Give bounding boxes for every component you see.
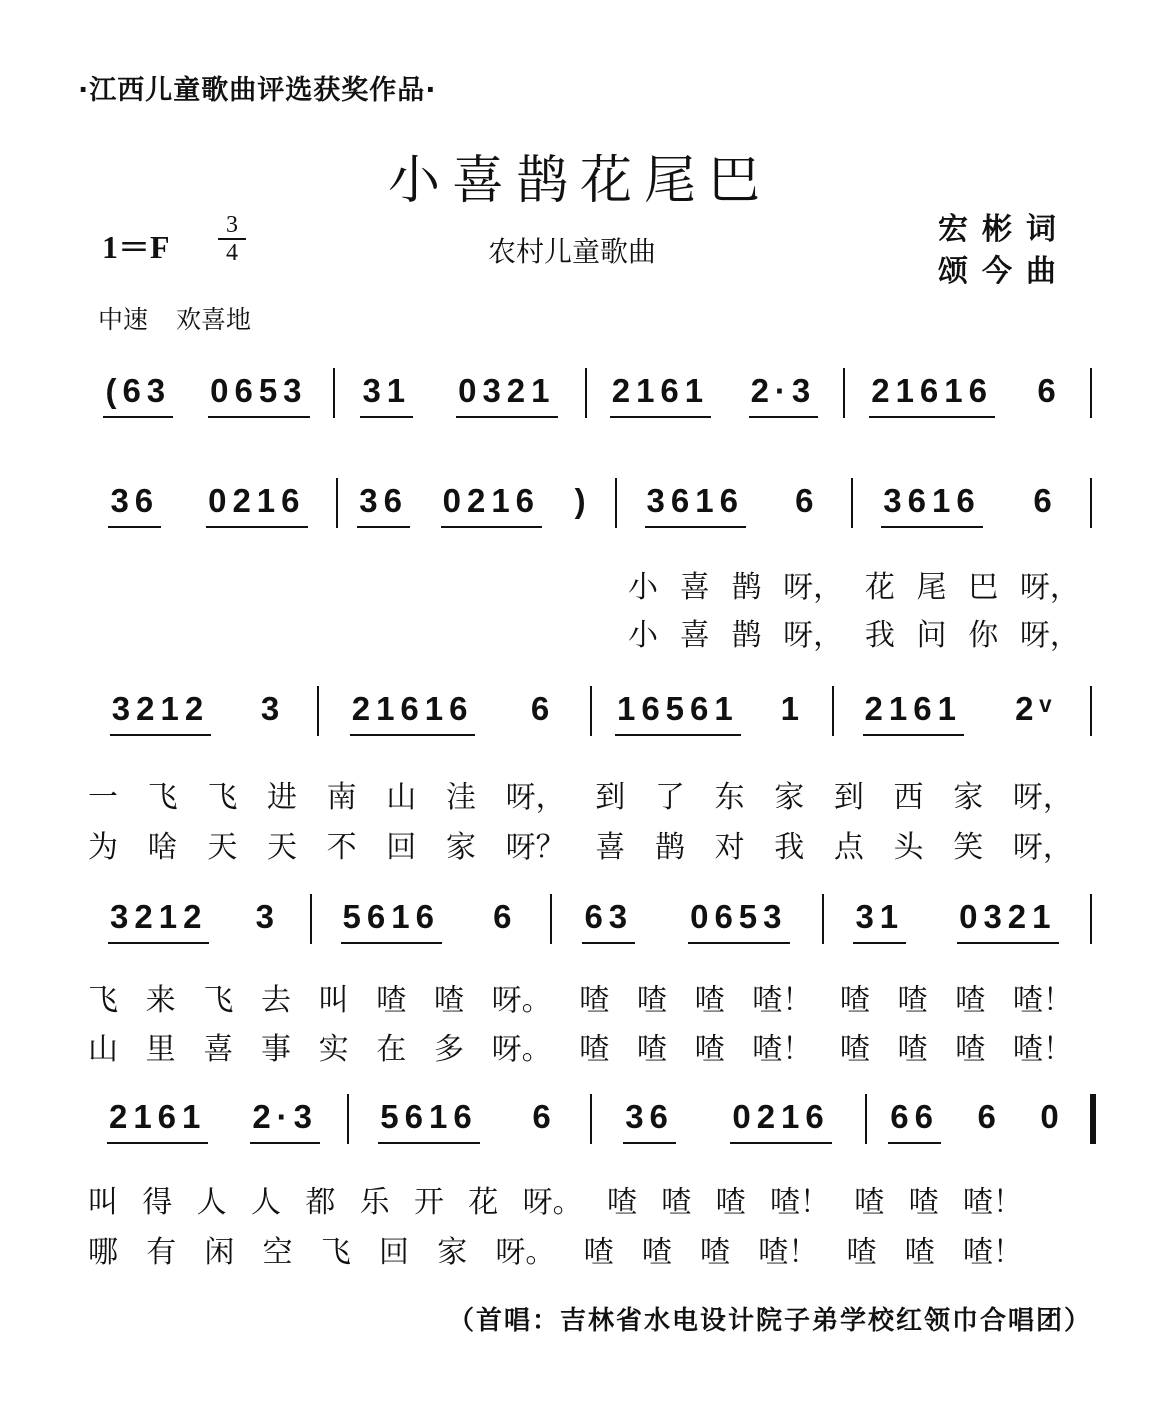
lyric-syllable: 喳: [433, 983, 464, 1018]
lyric-syllable: 多: [433, 1032, 464, 1067]
lyric-syllable: 飞: [203, 983, 234, 1018]
lyric-line: [88, 822, 1073, 865]
lyric-syllable: 里: [145, 1032, 176, 1067]
composer: 颂今曲: [938, 254, 1070, 289]
lyric-syllable: 啥: [147, 830, 178, 865]
lyric-syllable: 喳: [579, 983, 610, 1018]
lyric-syllable: 我: [774, 830, 805, 865]
lyric-syllable: 喳！: [1012, 1032, 1073, 1067]
lyric-syllable: 喳！: [769, 1185, 830, 1220]
lyric-syllable: 呀。: [491, 983, 552, 1018]
measure: [342, 482, 609, 538]
lyric-syllable: 呀，: [1019, 570, 1080, 605]
lyric-syllable: 回: [386, 830, 417, 865]
measure: [596, 1098, 859, 1154]
lyric-syllable: 山: [88, 1032, 118, 1067]
tempo-marking: 中速 欢喜地: [98, 305, 251, 334]
lyric-syllable: 喳: [641, 1235, 672, 1270]
lyric-syllable: 喜: [203, 1032, 234, 1067]
lyric-syllable: 喳！: [752, 1032, 813, 1067]
lyric-syllable: 洼: [445, 780, 476, 815]
barline: [832, 686, 834, 736]
barline: [590, 1094, 592, 1144]
lyric-syllable: 喳: [376, 983, 407, 1018]
measure: [849, 372, 1084, 428]
lyric-syllable: 喜: [679, 570, 710, 605]
lyric-syllable: 喳！: [758, 1235, 819, 1270]
note-group: 6: [795, 482, 820, 519]
note-group: 2·3: [749, 372, 819, 418]
note-group: 3: [260, 690, 286, 727]
lyric-syllable: 喳: [955, 1032, 986, 1067]
note-group: 0321: [957, 898, 1058, 944]
lyric-syllable: 叫: [88, 1185, 118, 1220]
note-group: 6: [977, 1098, 1002, 1135]
note-group: 0: [1040, 1098, 1065, 1135]
measure: [596, 690, 826, 746]
barline: [851, 478, 853, 528]
note-group: 2161: [107, 1098, 208, 1144]
note-group: 0653: [688, 898, 789, 944]
lyric-line: [88, 975, 1073, 1018]
lyric-syllable: 巴: [968, 570, 999, 605]
song-title: 小喜鹊花尾巴: [387, 151, 772, 211]
note-group: 0216: [730, 1098, 831, 1144]
note-group: 63: [582, 898, 635, 944]
measure: [353, 1098, 584, 1154]
barline: [347, 1094, 349, 1144]
lyric-syllable: 哪: [88, 1235, 118, 1270]
lyric-syllable: 飞: [207, 780, 238, 815]
lyric-line: [88, 1227, 1023, 1270]
lyric-syllable: 家: [774, 780, 805, 815]
barline: [1090, 368, 1092, 418]
note-group: 6: [530, 690, 556, 727]
note-group: 31: [360, 372, 413, 418]
note-group: 2·3: [250, 1098, 320, 1144]
note-group: 36: [623, 1098, 676, 1144]
lyric-syllable: 尾: [916, 570, 947, 605]
lyric-syllable: 喳！: [752, 983, 813, 1018]
lyric-syllable: 呀。: [495, 1235, 556, 1270]
lyric-syllable: 南: [326, 780, 357, 815]
lyric-syllable: 回: [379, 1235, 410, 1270]
lyric-syllable: 喳: [904, 1235, 935, 1270]
note-group: 6: [532, 1098, 557, 1135]
note-group: 36: [357, 482, 410, 528]
note-group: 0321: [456, 372, 557, 418]
lyric-syllable: 人: [250, 1185, 281, 1220]
lyric-syllable: 喳: [715, 1185, 746, 1220]
measure: [857, 482, 1084, 538]
lyric-syllable: 喳: [908, 1185, 939, 1220]
lyric-syllable: 不: [326, 830, 357, 865]
measure: [556, 898, 816, 954]
measure: [339, 372, 579, 428]
note-group: 6: [1037, 372, 1062, 409]
series-label: ·江西儿童歌曲评选获奖作品·: [78, 75, 437, 106]
lyric-syllable: 喳: [897, 1032, 928, 1067]
lyric-syllable: 喜: [679, 618, 710, 653]
barline: [865, 1094, 867, 1144]
lyric-syllable: 对: [714, 830, 745, 865]
lyric-syllable: 去: [260, 983, 291, 1018]
measure: [838, 690, 1084, 746]
lyric-syllable: 了: [654, 780, 685, 815]
lyric-syllable: 喳！: [962, 1235, 1023, 1270]
lyric-syllable: 花: [468, 1185, 499, 1220]
lyric-line: [88, 772, 1073, 815]
lyric-syllable: 呀，: [783, 570, 844, 605]
lyric-syllable: 叫: [318, 983, 349, 1018]
measure: [86, 1098, 341, 1154]
note-group: 2161: [863, 690, 964, 736]
lyric-syllable: 家: [437, 1235, 468, 1270]
measure: [86, 898, 304, 954]
note-group: 5616: [341, 898, 442, 944]
barline: [1090, 478, 1092, 528]
lyric-syllable: 喳: [694, 983, 725, 1018]
system-1: [80, 372, 1095, 428]
barline: [1090, 1094, 1096, 1144]
lyric-syllable: 来: [145, 983, 176, 1018]
lyric-syllable: 喳！: [1012, 983, 1073, 1018]
barline: [1090, 894, 1092, 944]
lyric-syllable: 喜: [595, 830, 626, 865]
measure: [621, 482, 845, 538]
lyric-syllable: 点: [833, 830, 864, 865]
lyric-syllable: 喳: [583, 1235, 614, 1270]
barline: [333, 368, 335, 418]
measure: [591, 372, 837, 428]
lyric-syllable: 天: [266, 830, 297, 865]
note-group: 6: [493, 898, 518, 935]
barline: [615, 478, 617, 528]
measure: [316, 898, 544, 954]
lyric-syllable: 飞: [320, 1235, 351, 1270]
lyric-syllable: 家: [953, 780, 984, 815]
measure: [86, 482, 330, 538]
measure: [323, 690, 584, 746]
note-group: 2ᵛ: [1015, 690, 1058, 727]
lyric-syllable: 鹊: [731, 618, 762, 653]
note-group: 1: [780, 690, 806, 727]
time-top: 3: [226, 212, 238, 238]
lyric-syllable: 我: [864, 618, 895, 653]
lyric-syllable: 飞: [88, 983, 118, 1018]
lyric-syllable: 喳: [579, 1032, 610, 1067]
lyric-syllable: 呀，: [1012, 780, 1073, 815]
note-group: 0216: [206, 482, 307, 528]
system-5: [80, 1098, 1095, 1154]
lyric-syllable: 得: [142, 1185, 173, 1220]
note-group: 66: [888, 1098, 941, 1144]
genre: 农村儿童歌曲: [488, 235, 657, 268]
barline: [822, 894, 824, 944]
lyric-syllable: 西: [893, 780, 924, 815]
lyric-syllable: 喳: [897, 983, 928, 1018]
note-group: 6: [1033, 482, 1058, 519]
barline: [843, 368, 845, 418]
note-group: 3212: [110, 690, 211, 736]
lyric-syllable: 一: [88, 780, 118, 815]
lyric-syllable: 闲: [204, 1235, 235, 1270]
lyric-syllable: 喳: [846, 1235, 877, 1270]
barline: [336, 478, 338, 528]
note-group: (63: [103, 372, 173, 418]
lyric-syllable: 喳: [661, 1185, 692, 1220]
system-2: [80, 482, 1095, 538]
lyric-syllable: 呀，: [783, 618, 844, 653]
note-group: 21616: [869, 372, 995, 418]
barline: [317, 686, 319, 736]
key-signature: 1＝F: [102, 229, 170, 265]
lyric-syllable: 到: [833, 780, 864, 815]
lyric-syllable: 空: [262, 1235, 293, 1270]
barline: [1090, 686, 1092, 736]
barline: [310, 894, 312, 944]
lyric-syllable: 人: [196, 1185, 227, 1220]
lyricist: 宏彬词: [938, 212, 1070, 247]
note-group: 3616: [881, 482, 982, 528]
lyric-syllable: 呀。: [522, 1185, 583, 1220]
lyric-syllable: 头: [893, 830, 924, 865]
lyric-syllable: 天: [207, 830, 238, 865]
note-group: 36: [108, 482, 161, 528]
note-group: 21616: [350, 690, 476, 736]
measure: [828, 898, 1084, 954]
note-group: 3212: [108, 898, 209, 944]
lyric-syllable: 进: [266, 780, 297, 815]
lyric-line: [88, 1024, 1073, 1067]
note-group: 16561: [615, 690, 741, 736]
lyric-syllable: 飞: [147, 780, 178, 815]
lyric-syllable: 小: [628, 570, 658, 605]
note-group: 5616: [378, 1098, 479, 1144]
lyric-line: [628, 610, 1080, 653]
lyric-syllable: 实: [318, 1032, 349, 1067]
note-group: 0216: [441, 482, 542, 528]
measure: [871, 1098, 1084, 1154]
lyric-syllable: 笑: [953, 830, 984, 865]
lyric-syllable: 有: [146, 1235, 177, 1270]
measure: [86, 690, 311, 746]
lyric-syllable: 喳: [839, 983, 870, 1018]
lyric-syllable: 都: [305, 1185, 336, 1220]
lyric-syllable: 呀？: [505, 830, 566, 865]
lyric-syllable: 在: [376, 1032, 407, 1067]
lyric-syllable: 家: [445, 830, 476, 865]
lyric-syllable: 喳: [955, 983, 986, 1018]
lyric-syllable: 到: [595, 780, 626, 815]
system-4: [80, 898, 1095, 954]
lyric-syllable: 喳！: [962, 1185, 1023, 1220]
lyric-syllable: 小: [628, 618, 658, 653]
lyric-syllable: 呀。: [491, 1032, 552, 1067]
note-group: 31: [853, 898, 906, 944]
measure: [86, 372, 327, 428]
barline: [550, 894, 552, 944]
barline: [585, 368, 587, 418]
lyric-syllable: 喳: [694, 1032, 725, 1067]
note-group: 3616: [645, 482, 746, 528]
lyric-syllable: 事: [260, 1032, 291, 1067]
note-group: 0653: [208, 372, 309, 418]
lyric-syllable: 花: [864, 570, 895, 605]
lyric-syllable: 呀，: [1019, 618, 1080, 653]
lyric-syllable: 喳: [839, 1032, 870, 1067]
note-group: 2161: [610, 372, 711, 418]
lyric-syllable: 喳: [854, 1185, 885, 1220]
lyric-syllable: 开: [413, 1185, 444, 1220]
lyric-syllable: 鹊: [654, 830, 685, 865]
barline: [590, 686, 592, 736]
lyric-syllable: 乐: [359, 1185, 390, 1220]
lyric-syllable: 喳: [636, 983, 667, 1018]
lyric-syllable: 东: [714, 780, 745, 815]
lyric-line: [628, 562, 1080, 605]
time-bottom: 4: [226, 240, 238, 266]
lyric-syllable: 喳: [606, 1185, 637, 1220]
lyric-syllable: 问: [916, 618, 947, 653]
lyric-syllable: 呀，: [1012, 830, 1073, 865]
lyric-syllable: 呀，: [505, 780, 566, 815]
lyric-line: [88, 1177, 1023, 1220]
time-signature: [212, 212, 252, 266]
lyric-syllable: 山: [386, 780, 417, 815]
note-group: ): [574, 482, 592, 519]
lyric-syllable: 你: [968, 618, 999, 653]
premiere-credit: （首唱：吉林省水电设计院子弟学校红领巾合唱团）: [447, 1306, 1092, 1336]
lyric-syllable: 喳: [700, 1235, 731, 1270]
lyric-syllable: 鹊: [731, 570, 762, 605]
lyric-syllable: 为: [88, 830, 118, 865]
system-3: [80, 690, 1095, 746]
lyric-syllable: 喳: [636, 1032, 667, 1067]
note-group: 3: [255, 898, 280, 935]
